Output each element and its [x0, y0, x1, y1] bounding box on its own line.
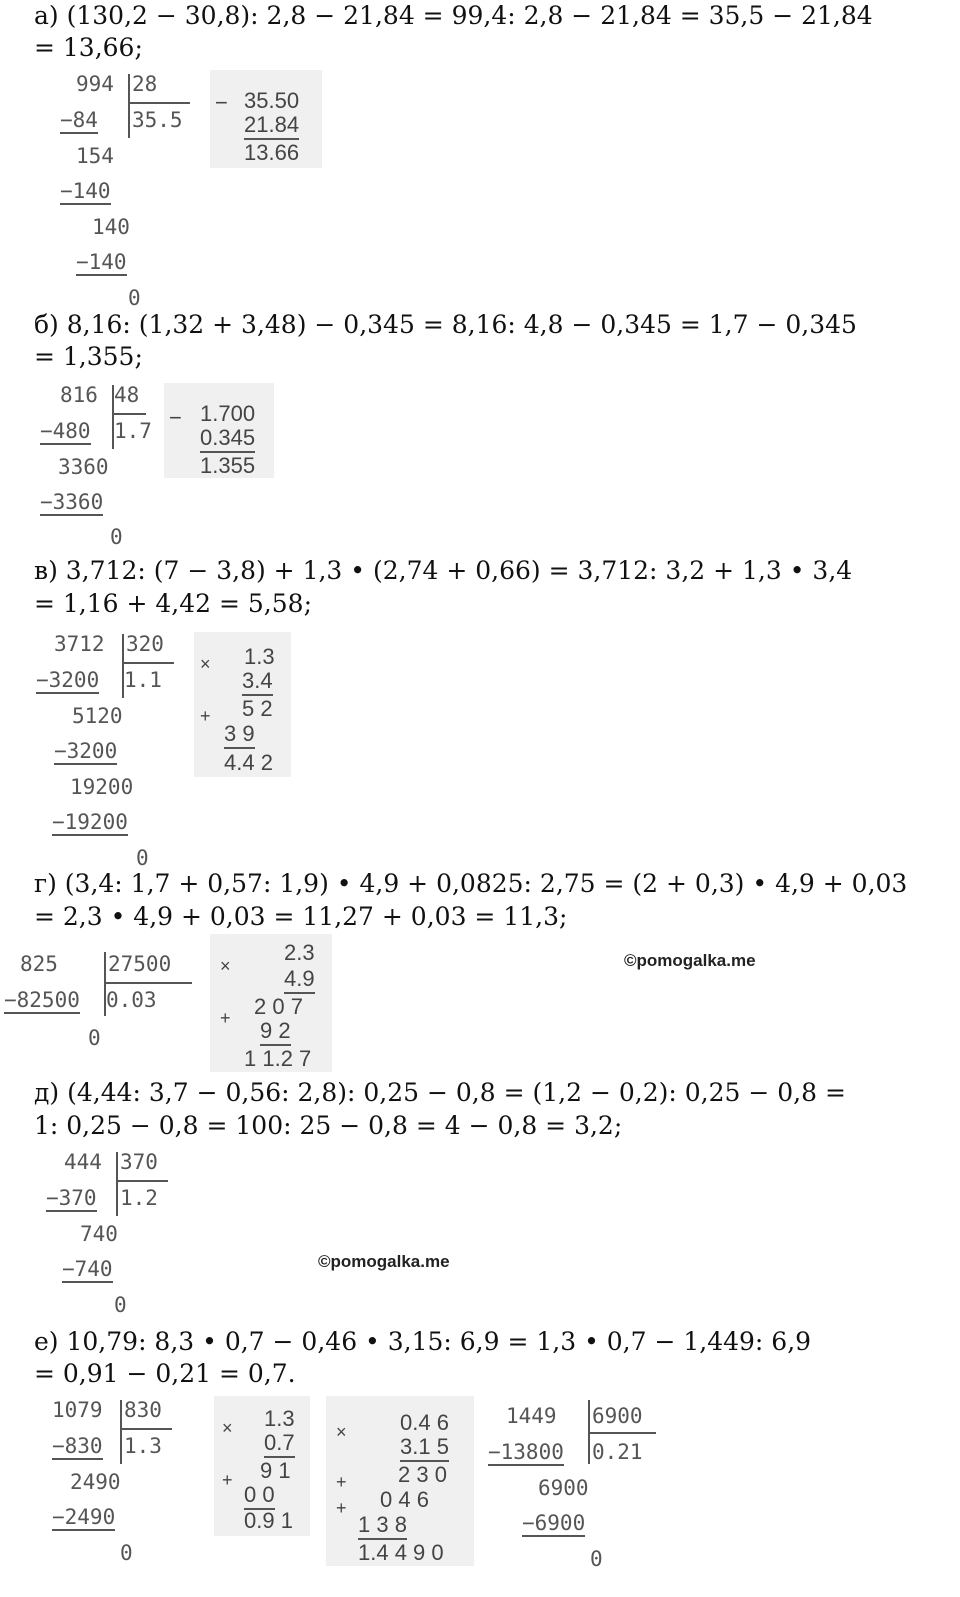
remainder: 0	[88, 1026, 101, 1050]
remainder: 0	[114, 1293, 127, 1317]
subtrahend: −2490	[52, 1505, 116, 1529]
division-bar	[120, 1400, 122, 1464]
minuend: 1.700	[200, 401, 256, 426]
divisor-line	[122, 662, 174, 664]
equation-e-line2: = 0,91 − 0,21 = 0,7.	[34, 1359, 296, 1388]
equation-b-line2: = 1,355;	[34, 342, 143, 371]
plus-sign: +	[222, 1470, 233, 1490]
subtrahend: −3360	[40, 490, 104, 514]
multiplication-g	[210, 934, 332, 1072]
subtrahend: −6900	[522, 1511, 586, 1535]
remainder: 5120	[72, 704, 123, 728]
long-division-a	[60, 72, 200, 310]
equation-e-line1: е) 10,79: 8,3 • 0,7 − 0,46 • 3,15: 6,9 = 1,3 • 0,7 − 1,449: 6,9	[34, 1327, 812, 1356]
equation-v-line1: в) 3,712: (7 − 3,8) + 1,3 • (2,74 + 0,66) = 3,712: 3,2 + 1,3 • 3,4	[34, 556, 853, 585]
divisor: 320	[126, 632, 164, 656]
equation-v-line2: = 1,16 + 4,42 = 5,58;	[34, 589, 312, 618]
product: 0.9 1	[244, 1508, 293, 1533]
divisor-line	[128, 102, 190, 104]
division-bar	[116, 1152, 118, 1216]
remainder: 0	[128, 286, 141, 310]
remainder: 740	[80, 1222, 118, 1246]
long-division-e1	[52, 1398, 182, 1568]
divisor-line	[588, 1432, 656, 1434]
quotient: 1.7	[114, 419, 152, 443]
quotient: 1.1	[124, 668, 162, 692]
minuend: 35.50	[244, 88, 300, 113]
partial-product: 0 0	[244, 1482, 275, 1510]
dividend: 1449	[506, 1404, 557, 1428]
division-bar	[128, 74, 130, 138]
difference: 1.355	[200, 453, 256, 478]
subtrahend: −140	[60, 179, 111, 203]
divisor-line	[104, 982, 192, 984]
equation-a-line1: а) (130,2 − 30,8): 2,8 − 21,84 = 99,4: 2,8 − 21,84 = 35,5 − 21,84	[34, 1, 873, 30]
subtrahend: 0.345	[200, 425, 255, 453]
partial-product: 3 9	[224, 721, 255, 749]
divisor-line	[120, 1428, 172, 1430]
quotient: 1.3	[124, 1434, 162, 1458]
divisor: 28	[132, 72, 158, 96]
multiplication-e2	[326, 1396, 474, 1566]
minus-sign: −	[215, 90, 228, 115]
subtrahend: −82500	[4, 988, 80, 1012]
multiplication-v	[194, 632, 291, 777]
long-division-g	[4, 952, 204, 1052]
divisor: 830	[124, 1398, 162, 1422]
equation-a-line2: = 13,66;	[34, 33, 143, 62]
quotient: 1.2	[120, 1186, 158, 1210]
divisor: 6900	[592, 1404, 643, 1428]
partial-product: 2 3 0	[398, 1462, 447, 1487]
watermark: ©pomogalka.me	[318, 1252, 450, 1271]
dividend: 816	[60, 383, 98, 407]
times-sign: ×	[200, 654, 211, 674]
partial-product: 5 2	[242, 696, 273, 721]
subtrahend: −13800	[488, 1440, 564, 1464]
subtrahend: −830	[52, 1434, 103, 1458]
equation-d-line2: 1: 0,25 − 0,8 = 100: 25 − 0,8 = 4 − 0,8 = 3,2;	[34, 1111, 623, 1140]
plus-sign: +	[220, 1008, 231, 1028]
remainder: 140	[92, 215, 130, 239]
partial-product: 0 4 6	[380, 1487, 429, 1512]
plus-sign: +	[336, 1498, 347, 1518]
product: 1 1.2 7	[244, 1046, 312, 1071]
remainder: 0	[590, 1547, 603, 1571]
subtrahend: −370	[46, 1186, 97, 1210]
quotient: 0.21	[592, 1440, 643, 1464]
plus-sign: +	[200, 706, 211, 726]
remainder: 6900	[538, 1476, 589, 1500]
remainder: 0	[136, 846, 149, 870]
subtrahend: −740	[62, 1257, 113, 1281]
subtrahend: −84	[60, 108, 98, 132]
partial-product: 9 1	[260, 1458, 291, 1483]
subtrahend: −3200	[36, 668, 100, 692]
factor: 3.4	[242, 668, 273, 696]
product: 1.4 4 9 0	[358, 1540, 444, 1565]
remainder: 19200	[70, 775, 134, 799]
divisor: 48	[114, 383, 140, 407]
partial-product: 2 0 7	[254, 994, 303, 1019]
times-sign: ×	[336, 1422, 347, 1442]
long-division-d	[46, 1150, 176, 1320]
long-division-v	[36, 632, 186, 872]
subtrahend: −480	[40, 419, 91, 443]
equation-g-line2: = 2,3 • 4,9 + 0,03 = 11,27 + 0,03 = 11,3;	[34, 902, 568, 931]
factor: 1.3	[264, 1406, 295, 1431]
dividend: 1079	[52, 1398, 103, 1422]
divisor: 27500	[108, 952, 172, 976]
subtrahend: −19200	[52, 810, 128, 834]
remainder: 3360	[58, 455, 109, 479]
factor: 0.7	[264, 1430, 295, 1458]
product: 4.4 2	[224, 750, 273, 775]
factor: 1.3	[244, 644, 275, 669]
subtrahend: −140	[76, 250, 127, 274]
factor: 3.1 5	[400, 1434, 449, 1462]
plus-sign: +	[336, 1472, 347, 1492]
divisor-line	[116, 1180, 168, 1182]
factor: 0.4 6	[400, 1410, 449, 1435]
watermark: ©pomogalka.me	[624, 951, 756, 970]
remainder: 154	[76, 144, 114, 168]
dividend: 444	[64, 1150, 102, 1174]
divisor: 370	[120, 1150, 158, 1174]
quotient: 35.5	[132, 108, 183, 132]
equation-b-line1: б) 8,16: (1,32 + 3,48) − 0,345 = 8,16: 4,8 − 0,345 = 1,7 − 0,345	[34, 310, 857, 339]
factor: 2.3	[284, 940, 315, 965]
quotient: 0.03	[106, 988, 157, 1012]
long-division-b	[40, 383, 160, 548]
partial-product: 1 3 8	[358, 1512, 407, 1540]
factor: 4.9	[284, 966, 315, 994]
equation-d-line1: д) (4,44: 3,7 − 0,56: 2,8): 0,25 − 0,8 = (1,2 − 0,2): 0,25 − 0,8 =	[34, 1078, 846, 1107]
subtraction-a	[210, 70, 322, 168]
partial-product: 9 2	[260, 1018, 291, 1046]
remainder: 0	[120, 1541, 133, 1565]
dividend: 825	[20, 952, 58, 976]
times-sign: ×	[222, 1418, 233, 1438]
difference: 13.66	[244, 140, 300, 165]
subtrahend: 21.84	[244, 112, 299, 140]
minus-sign: −	[169, 405, 182, 430]
dividend: 3712	[54, 632, 105, 656]
subtrahend: −3200	[54, 739, 118, 763]
dividend: 994	[76, 72, 114, 96]
remainder: 2490	[70, 1470, 121, 1494]
divisor-line	[112, 413, 146, 415]
times-sign: ×	[220, 956, 231, 976]
subtraction-b	[164, 383, 274, 478]
equation-g-line1: г) (3,4: 1,7 + 0,57: 1,9) • 4,9 + 0,0825: 2,75 = (2 + 0,3) • 4,9 + 0,03	[34, 869, 908, 898]
remainder: 0	[110, 525, 123, 549]
multiplication-e1	[214, 1396, 310, 1536]
long-division-e2	[488, 1404, 663, 1574]
